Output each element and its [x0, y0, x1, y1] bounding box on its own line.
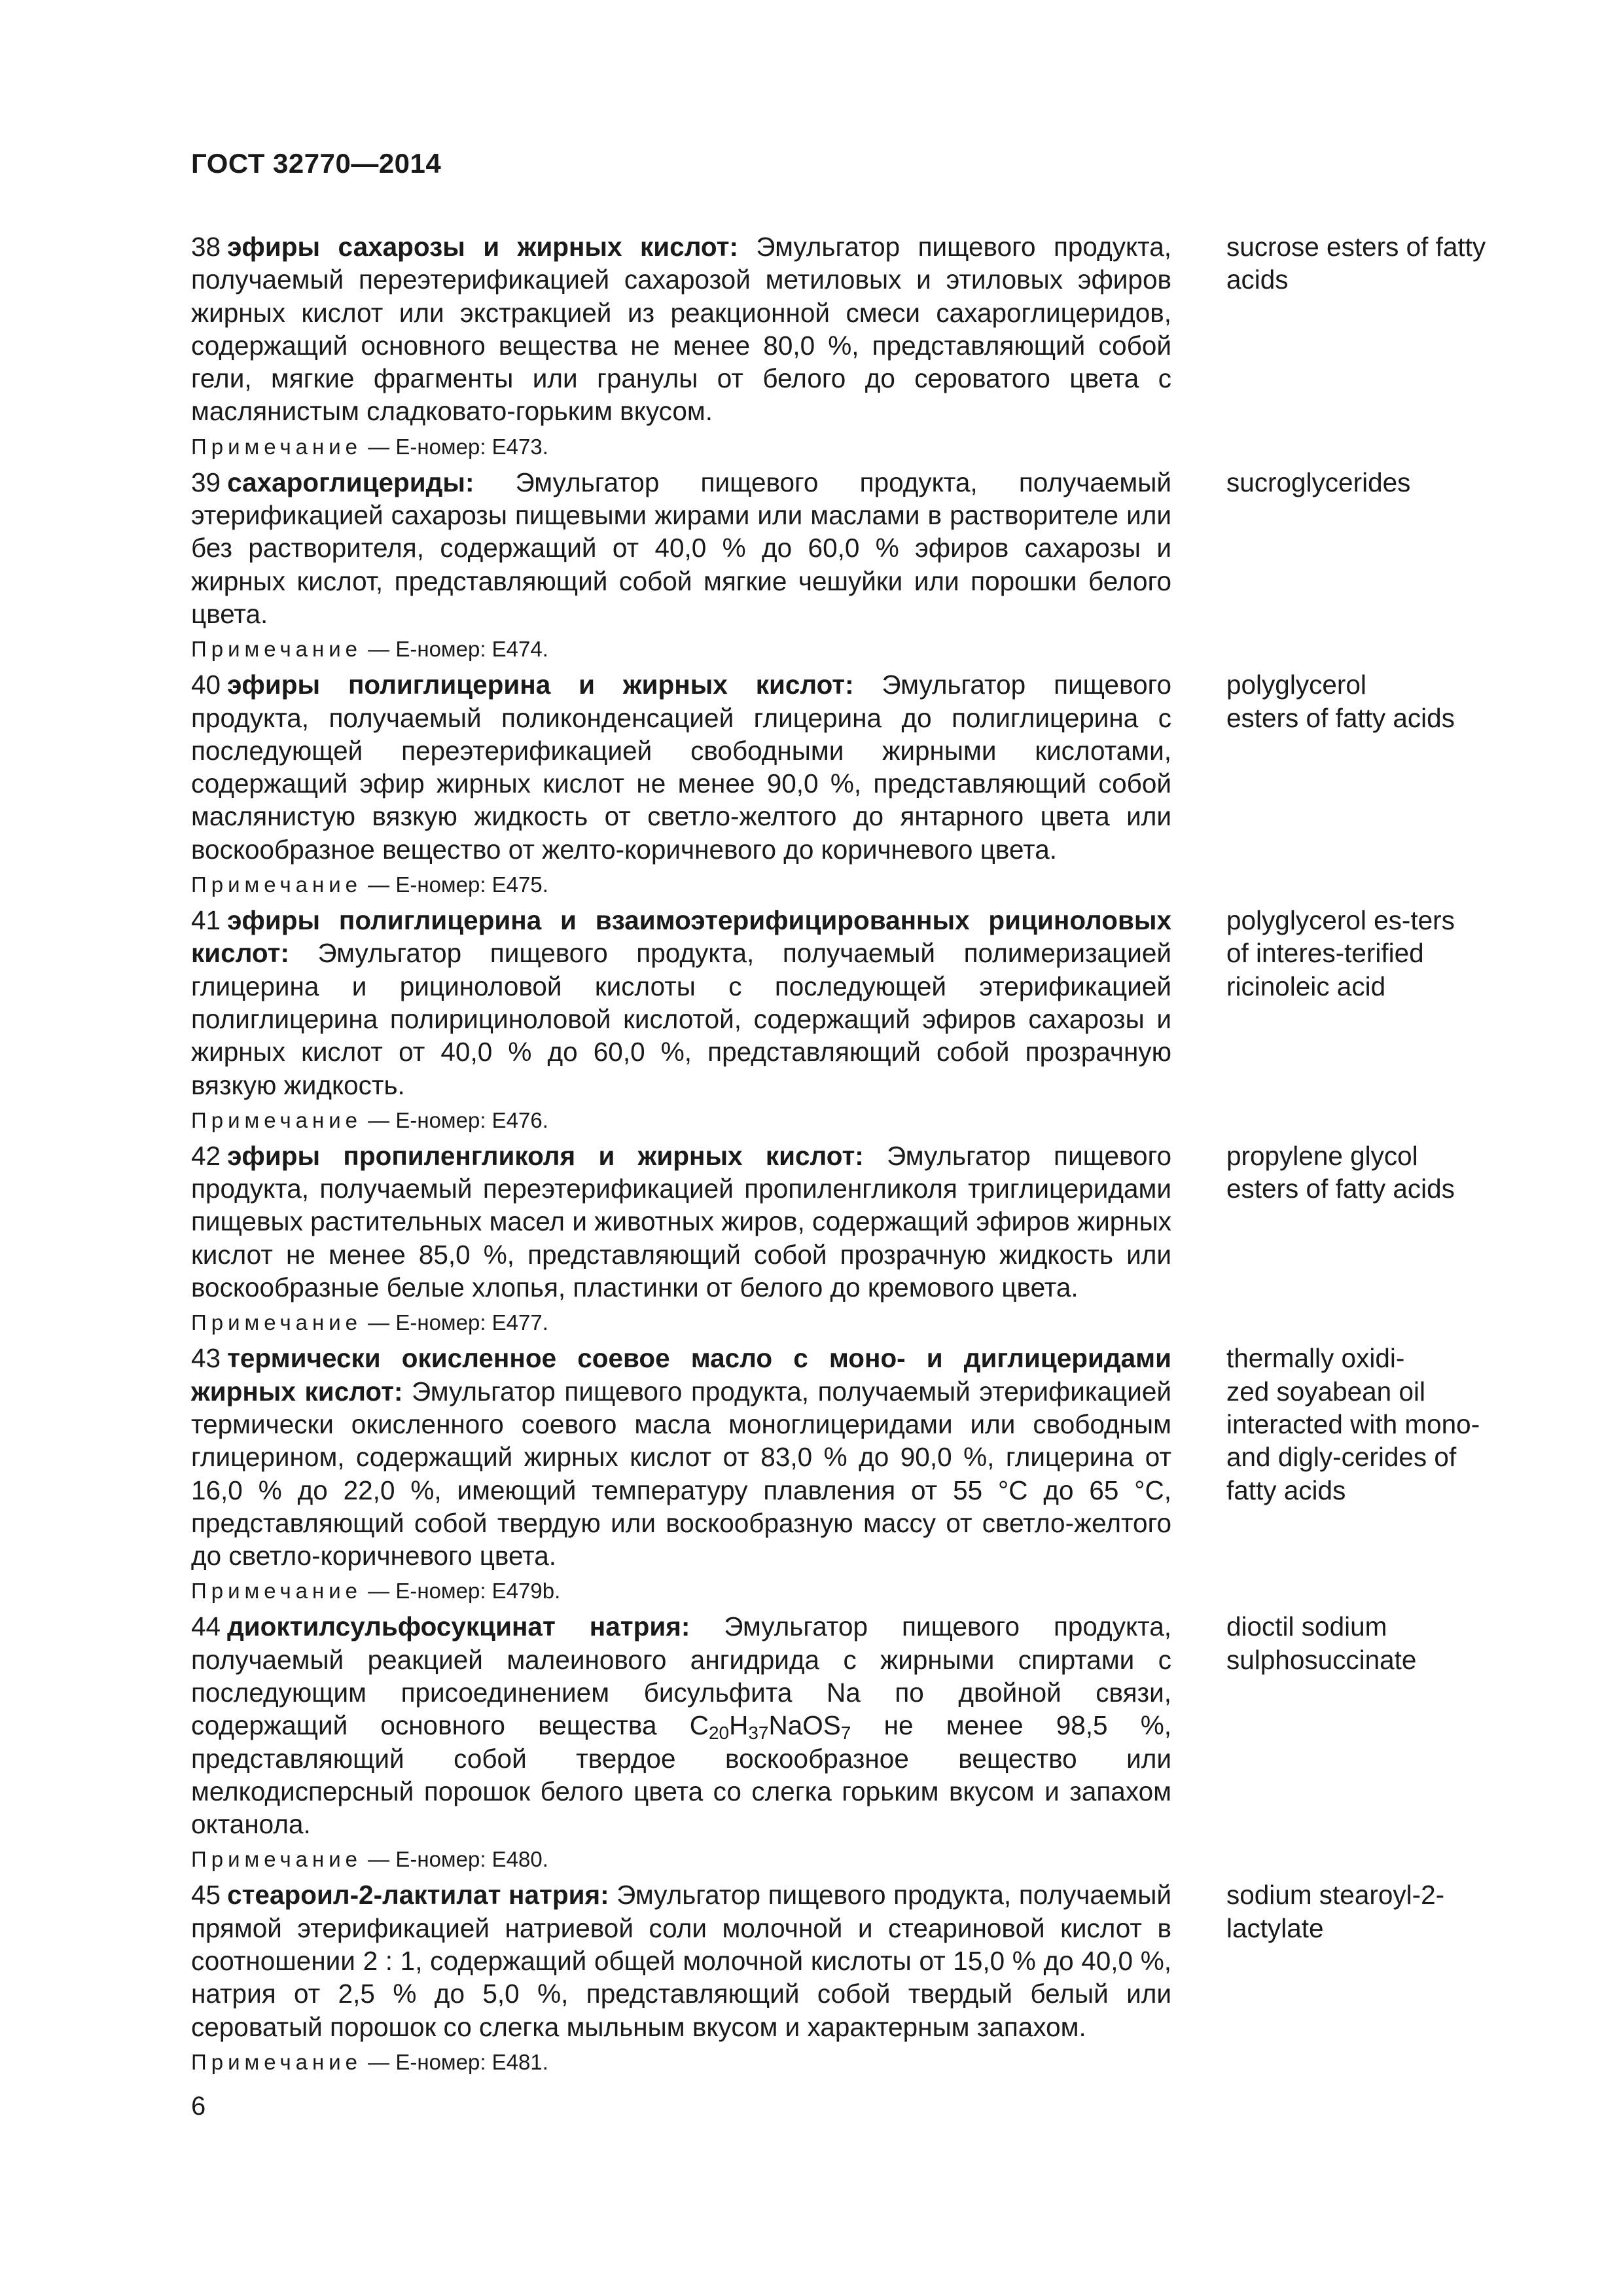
term-entry-main	[191, 1878, 1171, 2075]
term-english	[1226, 1610, 1508, 1873]
english-line: and digly-cerides of	[1226, 1442, 1457, 1473]
term-definition-text: Эмульгатор пищевого продукта, получаемый реакцией малеинового ангидрида с жирными спиртами с последующим присоединением бисульфита Na по двойной связи, содержащий основного вещества	[191, 1611, 1171, 1741]
term-definition-text: Эмульгатор пищевого продукта, получаемый прямой этерификацией натриевой соли молочной и стеариновой кислот в соотношении 2 : 1, содержащий общей молочной кислоты от 15,0 % до 40,0 %, натрия от 2,5 % до 5,0 %, представляющий собой твердый белый или сероватый порошок со слегка мыльным вкусом и характерным запахом.	[191, 1880, 1171, 2042]
term-entry-main	[191, 904, 1171, 1134]
note-text: — Е-номер: Е473.	[362, 434, 548, 459]
english-line: fatty acids	[1226, 1475, 1346, 1505]
english-line: lactylate	[1226, 1912, 1324, 1943]
term-name: термически окисленное соевое масло с моно- и диглицеридами жирных кислот:	[191, 1343, 1171, 1407]
note-label: Примечание	[191, 434, 363, 459]
term-note	[191, 433, 1171, 461]
term-name: стеароил-2-лактилат натрия:	[227, 1880, 609, 1910]
note-label: Примечание	[191, 1847, 363, 1872]
term-name: эфиры полиглицерина и жирных кислот:	[227, 670, 854, 700]
note-label: Примечание	[191, 1107, 363, 1132]
term-number: 40	[191, 670, 221, 700]
term-number: 45	[191, 1880, 221, 1910]
term-name: эфиры полиглицерина и взаимоэтерифицированных рициноловых кислот:	[191, 905, 1171, 969]
term-number: 39	[191, 467, 221, 497]
english-line: sulphosuccinate	[1226, 1644, 1417, 1675]
english-line: ricinoleic acid	[1226, 971, 1386, 1001]
term-entry-main	[191, 668, 1171, 899]
english-line: sucroglycerides	[1226, 467, 1411, 497]
term-name: эфиры сахарозы и жирных кислот:	[227, 232, 738, 262]
term-entry-main	[191, 1610, 1171, 1873]
term-definition	[191, 1878, 1171, 2043]
english-line: dioctil sodium	[1226, 1611, 1387, 1642]
term-definition	[191, 466, 1171, 630]
term-note	[191, 1107, 1171, 1134]
term-note	[191, 871, 1171, 899]
note-text: — Е-номер: Е481.	[362, 2049, 548, 2074]
note-label: Примечание	[191, 1579, 363, 1604]
term-definition	[191, 230, 1171, 428]
term-note	[191, 1577, 1171, 1605]
term-entry-38	[191, 230, 1508, 461]
note-text: — Е-номер: Е476.	[362, 1107, 548, 1132]
term-number: 41	[191, 905, 221, 936]
term-entry-45	[191, 1878, 1508, 2075]
note-label: Примечание	[191, 1310, 363, 1335]
term-english	[1226, 904, 1508, 1134]
term-entry-43	[191, 1342, 1508, 1605]
term-definition-text: Эмульгатор пищевого продукта, получаемый этерификацией термически окисленного соевого масла моноглицеридами или свободным глицерином, содержащий жирных кислот от 83,0 % до 90,0 %, глицерина от 16,0 % до 22,0 %, имеющий температуру плавления от 55 °С до 65 °С, представляющий собой твердую или воскообразную массу от светло-желтого до светло-коричневого цвета.	[191, 1376, 1171, 1571]
note-text: — Е-номер: Е477.	[362, 1310, 548, 1335]
document-header: ГОСТ 32770—2014	[191, 148, 442, 179]
term-definition	[191, 668, 1171, 866]
term-english	[1226, 230, 1508, 461]
note-label: Примечание	[191, 637, 363, 662]
term-definition	[191, 904, 1171, 1102]
english-line: esters of fatty acids	[1226, 1174, 1455, 1204]
term-english	[1226, 466, 1508, 663]
english-line: thermally oxidi-	[1226, 1343, 1405, 1374]
term-note	[191, 636, 1171, 663]
term-english	[1226, 668, 1508, 899]
term-number: 38	[191, 232, 221, 262]
term-english	[1226, 1139, 1508, 1336]
note-label: Примечание	[191, 2049, 363, 2074]
english-line: sodium stearoyl-2-	[1226, 1880, 1445, 1910]
english-line: sucrose esters of fatty	[1226, 232, 1486, 262]
english-line: esters of fatty acids	[1226, 702, 1455, 733]
term-english	[1226, 1342, 1508, 1605]
term-entry-42	[191, 1139, 1508, 1336]
note-text: — Е-номер: Е475.	[362, 872, 548, 897]
term-note	[191, 1309, 1171, 1336]
english-line: acids	[1226, 264, 1289, 295]
term-definition-text: не менее 98,5 %, представляющий собой твердое воскообразное вещество или мелкодисперсный порошок белого цвета со слегка горьким вкусом и запахом октанола.	[191, 1710, 1171, 1840]
term-definition	[191, 1342, 1171, 1572]
term-definition-text: Эмульгатор пищевого продукта, получаемый полимеризацией глицерина и рициноловой кислоты с последующей этерификацией полиглицерина полирициноловой кислотой, содержащий эфиров сахарозы и жирных кислот от 40,0 % до 60,0 %, представляющий собой прозрачную вязкую жидкость.	[191, 938, 1171, 1100]
note-text: — Е-номер: Е480.	[362, 1847, 548, 1872]
term-entry-main	[191, 1342, 1171, 1605]
english-line: polyglycerol	[1226, 670, 1366, 700]
note-label: Примечание	[191, 872, 363, 897]
term-entry-41	[191, 904, 1508, 1134]
english-line: zed soyabean oil	[1226, 1376, 1425, 1407]
term-english	[1226, 1878, 1508, 2075]
term-entry-main	[191, 466, 1171, 663]
term-definition-text: Эмульгатор пищевого продукта, получаемый переэтерификацией пропиленгликоля триглицеридами пищевых растительных масел и животных жиров, содержащий эфиров жирных кислот не менее 85,0 %, представляющий собой прозрачную жидкость или воскообразные белые хлопья, пластинки от белого до кремового цвета.	[191, 1140, 1171, 1303]
term-entry-main	[191, 1139, 1171, 1336]
term-entry-40	[191, 668, 1508, 899]
term-entry-39	[191, 466, 1508, 663]
english-line: interacted with mono-	[1226, 1408, 1480, 1439]
term-definition	[191, 1610, 1171, 1840]
note-text: — Е-номер: Е479b.	[362, 1579, 561, 1604]
english-line: propylene glycol	[1226, 1140, 1418, 1171]
term-note	[191, 2049, 1171, 2076]
term-name: диоктилсульфосукцинат натрия:	[227, 1611, 690, 1642]
term-number: 42	[191, 1140, 221, 1171]
term-number: 43	[191, 1343, 221, 1374]
term-note	[191, 1846, 1171, 1873]
term-entry-44	[191, 1610, 1508, 1873]
chemical-formula: $C_{20}H_{37}NaOS_7$	[689, 1710, 851, 1744]
term-definition-text: Эмульгатор пищевого продукта, получаемый поликонденсацией глицерина до полиглицерина с последующей переэтерификацией свободными жирными кислотами, содержащий эфир жирных кислот не менее 90,0 %, представляющий собой маслянистую вязкую жидкость от светло-желтого до янтарного цвета или воскообразное вещество от желто-коричневого до коричневого цвета.	[191, 670, 1171, 865]
page-number: 6	[191, 2092, 206, 2121]
term-name: эфиры пропиленгликоля и жирных кислот:	[227, 1140, 864, 1171]
note-text: — Е-номер: Е474.	[362, 637, 548, 662]
term-definition	[191, 1139, 1171, 1304]
term-definition-text: Эмульгатор пищевого продукта, получаемый этерификацией сахарозы пищевыми жирами или маслами в растворителе или без растворителя, содержащий от 40,0 % до 60,0 % эфиров сахарозы и жирных кислот, представляющий собой мягкие чешуйки или порошки белого цвета.	[191, 467, 1171, 629]
term-entry-main	[191, 230, 1171, 461]
terms-list	[191, 230, 1508, 2081]
english-line: of interes-terified	[1226, 938, 1424, 969]
term-definition-text: Эмульгатор пищевого продукта, получаемый переэтерификацией сахарозой метиловых и этиловых эфиров жирных кислот или экстракцией из реакционной смеси сахароглицеридов, содержащий основного вещества не менее 80,0 %, представляющий собой гели, мягкие фрагменты или гранулы от белого до сероватого цвета с маслянистым сладковато-горьким вкусом.	[191, 232, 1171, 427]
term-number: 44	[191, 1611, 221, 1642]
term-name: сахароглицериды:	[227, 467, 474, 497]
english-line: polyglycerol es-ters	[1226, 905, 1455, 936]
